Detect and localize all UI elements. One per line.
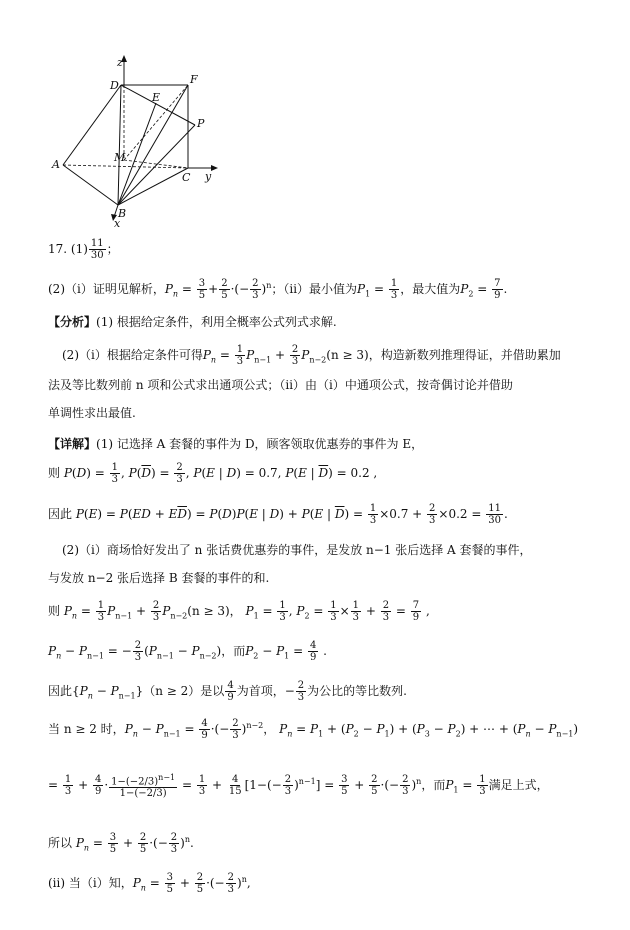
svg-text:B: B (118, 207, 127, 220)
detail-line-12: (ⅱ) 当（ⅰ）知，$P_n$ = $\frac{3}{5}$ + $\frac{2}{5}$ ·(− $\frac{2}{3}$ )$^n$, (48, 872, 251, 895)
analysis-line-3: 法及等比数列前 n 项和公式求出通项公式；（ⅱ）由（ⅰ）中通项公式，按奇偶讨论并借助 (48, 378, 513, 392)
edge-BP (118, 125, 195, 205)
svg-text:M: M (114, 151, 126, 164)
detail-line-9: 当 n ≥ 2 时，$P_n - P_{n-1}$ = $\frac{4}{9}$ ·(− $\frac{2}{3}$ )$^{n-2}$， $P_n = P_1 + (P_2 - P_1) + (P_3 - P_2)$ + ⋯ + $(P_n - P_{n-1})$ (48, 718, 579, 741)
svg-text:D: D (110, 79, 119, 92)
svg-text:x: x (114, 217, 121, 230)
analysis-line-2: (2)（ⅰ）根据给定条件可得$P_n$ = $\frac{1}{3}$ $P_{n-1}$ + $\frac{2}{3}$ $P_{n-2}(n \ge 3)$，构造新数列推理得证，并借助累加 (62, 344, 561, 367)
svg-text:C: C (182, 171, 191, 184)
y-arrow (211, 165, 218, 171)
detail-line-11: 所以 $P_n$ = $\frac{3}{5}$ + $\frac{2}{5}$ ·(− $\frac{2}{3}$ )$^n$. (48, 832, 194, 855)
detail-line-4: (2)（ⅰ）商场恰好发出了 n 张话费优惠券的事件，是发放 n−1 张后选择 A 套餐的事件， (62, 543, 532, 557)
detail-line-7: $P_n - P_{n-1}$ = − $\frac{2}{3}$ $(P_{n-1} - P_{n-2})$，而$P_2 - P_1$ = $\frac{4}{9}$ . (48, 640, 327, 663)
edge-DB (118, 85, 121, 205)
svg-text:F: F (190, 73, 198, 86)
detail-line-10: = $\frac{1}{3}$ + $\frac{4}{9}$ · $\frac{1-(-2/3)^{n-1}}{1-(-2/3)}$ = $\frac{1}{3}$ + $\frac{4}{15}$ [1−(− $\frac{2}{3}$ )$^{n-1}$] = $\frac{3}{5}$ + $\frac{2}{5}$ ·(− $\frac{2}{3}$ )$^n$，而$P_1$ = $\frac{1}{3}$ 满足上式， (48, 773, 549, 800)
detail-line-8: 因此$\{P_n - P_{n-1}\}(n \ge 2)$是以 $\frac{4}{9}$ 为首项，− $\frac{2}{3}$ 为公比的等比数列. (48, 680, 407, 703)
detail-line-6: 则 $P_n$ = $\frac{1}{3}$ $P_{n-1}$ + $\frac{2}{3}$ $P_{n-2}(n \ge 3)$， $P_1$ = $\frac{1}{3}$ , $P_2$ = $\frac{1}{3}$ × $\frac{1}{3}$ + $\frac{2}{3}$ = $\frac{7}{9}$ , (48, 600, 430, 623)
edge-DA (63, 85, 121, 165)
svg-text:z: z (117, 56, 123, 69)
detail-line-2: 则 P(D) = $\frac{1}{3}$ , $P(\overline{D})$ = $\frac{2}{3}$ , P(E | D) = 0.7, P(E | $\overline{D}) = 0.2$ , (48, 462, 378, 485)
analysis-line-4: 单调性求出最值. (48, 406, 136, 420)
detail-line-1: 【详解】(1) 记选择 A 套餐的事件为 D，顾客领取优惠券的事件为 E， (48, 437, 424, 451)
q17-answer-2: (2)（ⅰ）证明见解析，$P_n$ = $\frac{3}{5}$ + $\frac{2}{5}$ ·(− $\frac{2}{3}$ )$^n$；（ⅱ）最小值为$P_1$ = $\frac{1}{3}$ ，最大值为$P_2$ = $\frac{7}{9}$ . (48, 278, 508, 301)
svg-text:A: A (52, 158, 60, 171)
analysis-line-1: 【分析】(1) 根据给定条件，利用全概率公式列式求解. (48, 315, 337, 329)
edge-AB (63, 165, 118, 205)
svg-text:y: y (205, 170, 212, 183)
svg-text:P: P (197, 117, 205, 130)
detail-line-5: 与发放 n−2 张后选择 B 套餐的事件的和. (48, 571, 270, 585)
detail-line-3: 因此 $P(E) = P(ED + E\overline{D}) = P(D)P(E$ | D) + P(E | $\overline{D}$) = $\frac{1}{3}$ ×0.7 + $\frac{2}{3}$ ×0.2 = $\frac{11}{30}$ . (48, 503, 508, 526)
svg-text:E: E (152, 91, 161, 104)
q17-answer-1: 17. (1) $\frac{11}{30}$ ； (48, 238, 119, 261)
geometry-figure (48, 55, 238, 230)
